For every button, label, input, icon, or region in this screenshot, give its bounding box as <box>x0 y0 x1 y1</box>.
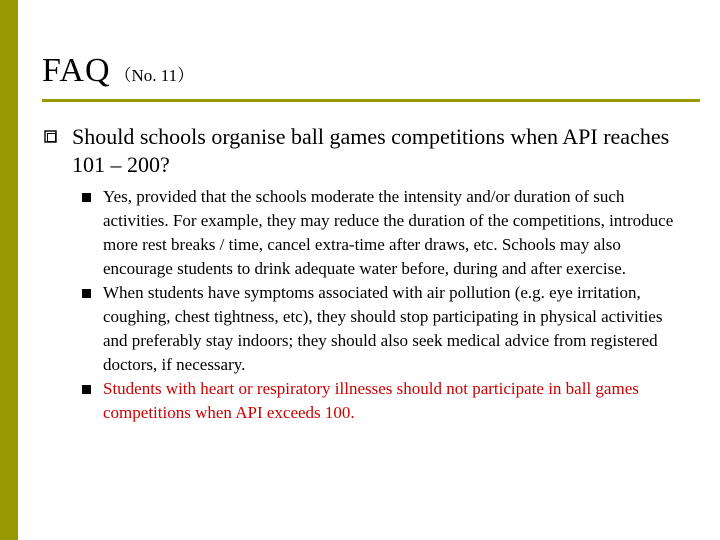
filled-square-bullet-icon <box>82 385 91 394</box>
answer-text: Yes, provided that the schools moderate the intensity and/or duration of such activities. For example, they may reduce the duration of the competitions, introduce more rest breaks / time, cancel extra-time after draws, etc. Schools may also encourage students to drink adequate water before, during and after exercise. <box>103 187 674 278</box>
slide-title-number: （No. 11） <box>114 66 195 85</box>
answer-text-highlighted: Students with heart or respiratory illnesses should not participate in ball games competitions when API exceeds 100. <box>103 379 639 422</box>
answer-list <box>82 185 682 425</box>
question-item <box>44 123 684 179</box>
accent-side-bar <box>0 0 18 540</box>
filled-square-bullet-icon <box>82 193 91 202</box>
question-text: Should schools organise ball games competitions when API reaches 101 – 200? <box>72 124 670 177</box>
answer-item <box>82 185 682 281</box>
answer-text: When students have symptoms associated with air pollution (e.g. eye irritation, coughing, chest tightness, etc), they should stop participating in physical activities and preferably stay indoors; they should also seek medical advice from registered doctors, if necessary. <box>103 283 663 374</box>
answer-item <box>82 377 682 425</box>
slide-title-main: FAQ <box>42 52 111 89</box>
slide-title <box>42 54 194 88</box>
filled-square-bullet-icon <box>82 289 91 298</box>
square-outline-bullet-icon <box>44 130 57 143</box>
answer-item <box>82 281 682 377</box>
title-underline <box>42 99 700 102</box>
